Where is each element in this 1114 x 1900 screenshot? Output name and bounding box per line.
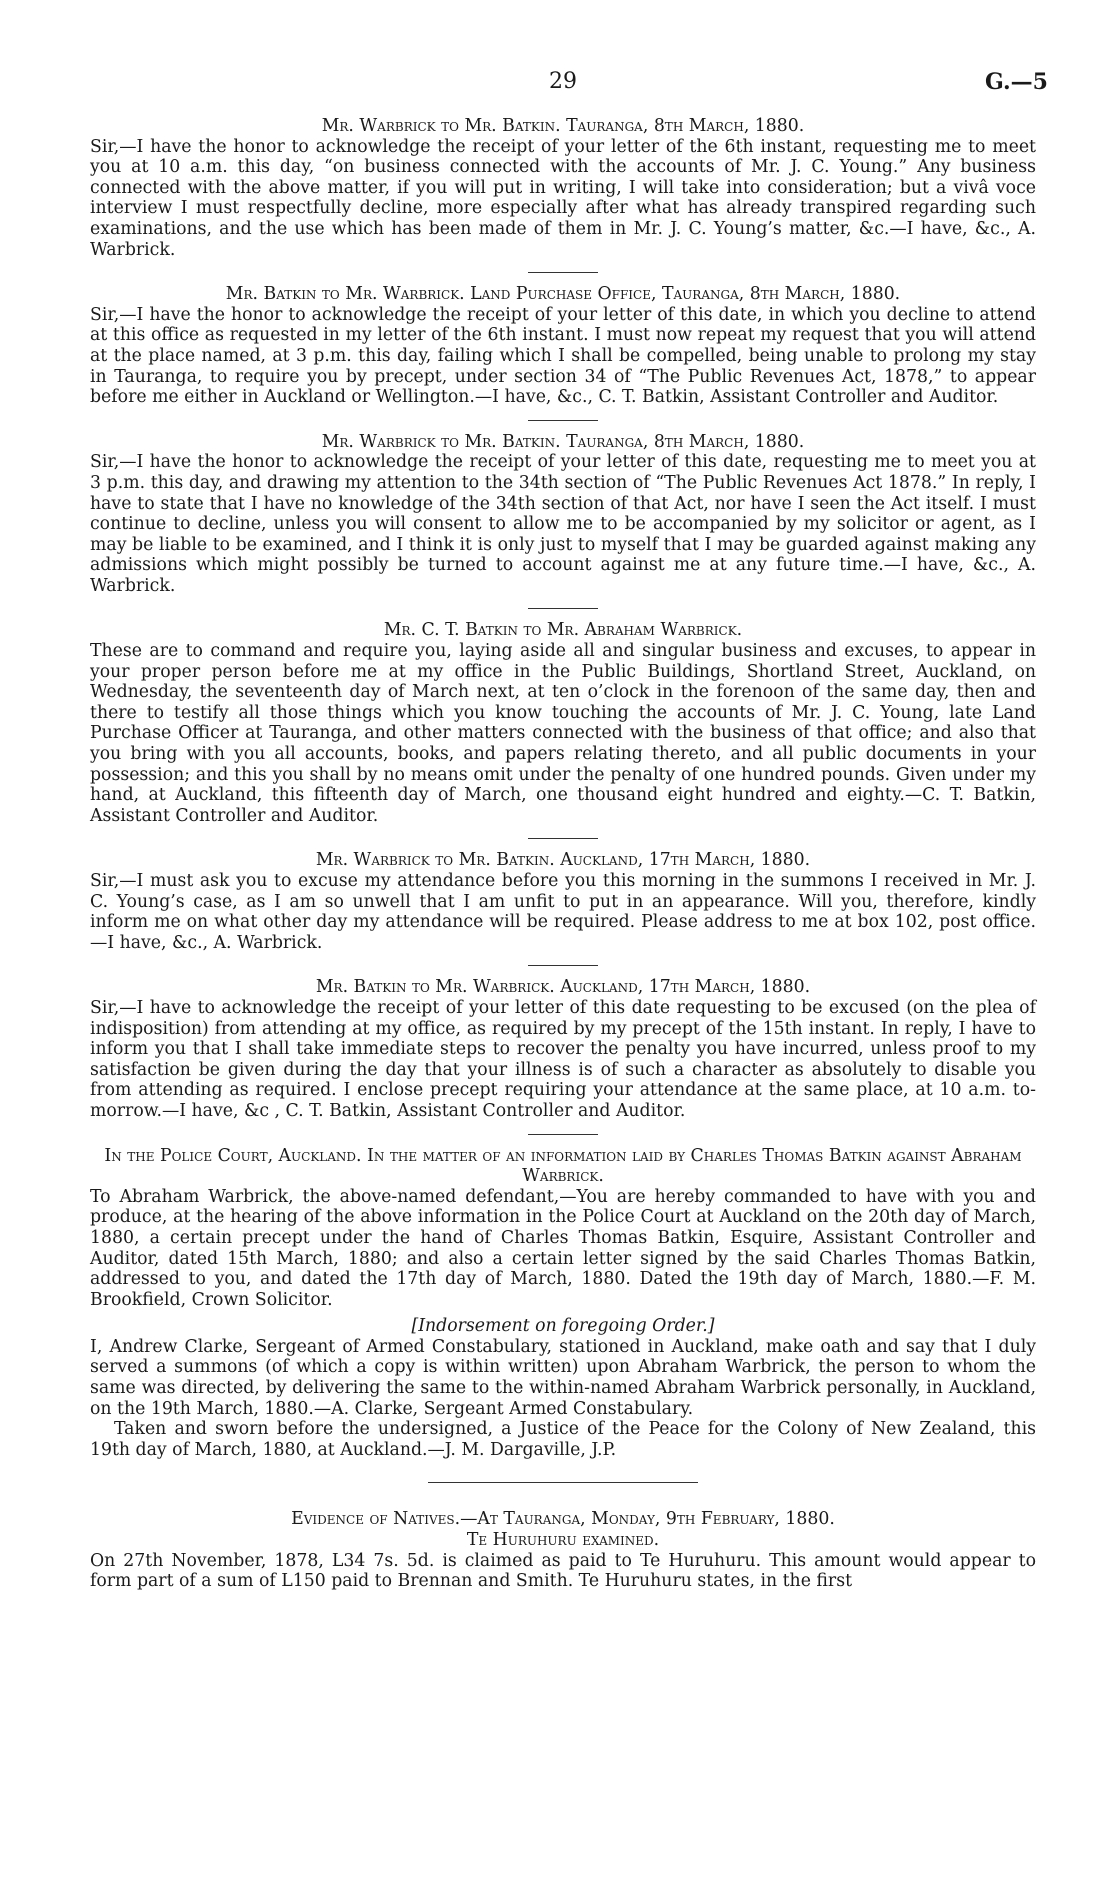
separator-rule [528,608,598,609]
letter-1 [90,116,1036,260]
letter-body: Sir,—I have the honor to acknowledge the receipt of your letter of this date, in which you decline to attend at this office as requested in my letter of the 6th instant. I must now repeat my request that you will attend at the place named, at 3 p.m. this day, failing which I shall be compelled, being unable to prolong my stay in Tauranga, to require you by precept, under section 34 of “The Public Revenues Act, 1878,” to appear before me either in Auckland or Wellington.—I have, &c., C. T. Batkin, Assistant Controller and Auditor. [90,304,1036,408]
court-heading: In the Police Court, Auckland. In the matter of an information laid by Charles Thomas Batkin against Abraham Warbrick. [104,1145,1022,1187]
indorsement-heading: [Indorsement on foregoing Order.] [411,1316,715,1337]
page-number: 29 [549,69,577,94]
separator-rule [528,420,598,421]
separator-rule [528,965,598,966]
evidence-body: On 27th November, 1878, L34 7s. 5d. is claimed as paid to Te Huruhuru. This amount would appear to form part of a sum of L150 paid to Brennan and Smith. Te Huruhuru states, in the first [90,1550,1036,1592]
letter-2 [90,284,1036,408]
page-header [90,69,1048,116]
letter-3 [90,432,1036,597]
letter-heading: Mr. Warbrick to Mr. Batkin. Auckland, 17th March, 1880. [315,850,811,871]
evidence-heading: Evidence of Natives.—At Tauranga, Monday, 9th February, 1880. [291,1509,835,1530]
letter-heading: Mr. Batkin to Mr. Warbrick. Auckland, 17th March, 1880. [315,977,811,998]
separator-rule [528,1134,598,1135]
precept [90,620,1036,826]
court-order [90,1146,1036,1461]
section-rule [428,1482,698,1483]
sworn-statement: Taken and sworn before the undersigned, a Justice of the Peace for the Colony of New Zealand, this 19th day of March, 1880, at Auckland.—J. M. Dargaville, J.P. [90,1419,1036,1460]
evidence-section [90,1509,1036,1591]
court-body: To Abraham Warbrick, the above-named defendant,—You are hereby commanded to have with you and produce, at the hearing of the above information in the Police Court at Auckland on the 20th day of March, 1880, a certain precept under the hand of Charles Thomas Batkin, Esquire, Assistant Controller and Auditor, dated 15th March, 1880; and also a certain letter signed by the said Charles Thomas Batkin, addressed to you, and dated the 17th day of March, 1880. Dated the 19th day of March, 1880.—F. M. Brookfield, Crown Solicitor. [90,1186,1036,1310]
letter-body: Sir,—I have the honor to acknowledge the receipt of your letter of this date, requesting me to meet you at 3 p.m. this day, and drawing my attention to the 34th section of “The Public Revenues Act 1878.” In reply, I have to state that I have no knowledge of the 34th section of that Act, nor have I seen the Act itself. I must continue to decline, unless you will consent to allow me to be accompanied by my solicitor or agent, as I may be liable to be examined, and I think it is only just to myself that I may be guarded against making any admissions which might possibly be turned to account against me at any future time.—I have, &c., A. Warbrick. [90,452,1036,596]
letter-body: Sir,—I must ask you to excuse my attendance before you this morning in the summons I received in Mr. J. C. Young’s case, as I am so unwell that I am unfit to put in an appearance. Will you, therefore, kindly inform me on what other day my attendance will be required. Please address to me at box 102, post office.—I have, &c., A. Warbrick. [90,871,1036,953]
letter-heading: Mr. Warbrick to Mr. Batkin. Tauranga, 8th March, 1880. [321,431,805,452]
letter-6 [90,977,1036,1121]
separator-rule [528,272,598,273]
letter-body: These are to command and require you, laying aside all and singular business and excuses, to appear in your proper person before me at my office in the Public Buildings, Shortland Street, Auckland, on Wednesday, the seventeenth day of March next, at ten o’clock in the forenoon of the same day, then and there to testify all those things which you know touching the accounts of Mr. J. C. Young, late Land Purchase Officer at Tauranga, and other matters connected with the business of that office; and also that you bring with you all accounts, books, and papers relating thereto, and all public documents in your possession; and this you shall by no means omit under the penalty of one hundred pounds. Given under my hand, at Auckland, this fifteenth day of March, one thousand eight hundred and eighty.—C. T. Batkin, Assistant Controller and Auditor. [90,641,1036,826]
letter-body: Sir,—I have the honor to acknowledge the receipt of your letter of the 6th instant, requesting me to meet you at 10 a.m. this day, “on business connected with the accounts of Mr. J. C. Young.” Any business connected with the above matter, if you will put in writing, I will take into consideration; but a vivâ voce interview I must respectfully decline, more especially after what has already transpired regarding such examinations, and the use which has been made of them in Mr. J. C. Young’s matter, &c.—I have, &c., A. Warbrick. [90,136,1036,260]
letter-heading: Mr. Batkin to Mr. Warbrick. Land Purchase Office, Tauranga, 8th March, 1880. [225,284,901,305]
series-number: G.—5 [985,69,1048,95]
letter-heading: Mr. C. T. Batkin to Mr. Abraham Warbrick. [383,620,743,641]
indorsement-body: I, Andrew Clarke, Sergeant of Armed Constabulary, stationed in Auckland, make oath and say that I duly served a summons (of which a copy is within written) upon Abraham Warbrick, the person to whom the same was directed, by delivering the same to the within-named Abraham Warbrick personally, in Auckland, on the 19th March, 1880.—A. Clarke, Sergeant Armed Constabulary. [90,1336,1036,1419]
letter-5 [90,850,1036,953]
letter-heading: Mr. Warbrick to Mr. Batkin. Tauranga, 8th March, 1880. [321,116,805,136]
separator-rule [528,838,598,839]
evidence-subheading: Te Huruhuru examined. [466,1530,660,1551]
letter-body: Sir,—I have to acknowledge the receipt of your letter of this date requesting to be excused (on the plea of indisposition) from attending at my office, as required by my precept of the 15th instant. In reply, I have to inform you that I shall take immediate steps to recover the penalty you have incurred, unless proof to my satisfaction be given during the day that your illness is of such a character as absolutely to disable you from attending as required. I enclose precept requiring your attendance at the same place, at 10 a.m. to-morrow.—I have, &c , C. T. Batkin, Assistant Controller and Auditor. [90,997,1036,1121]
